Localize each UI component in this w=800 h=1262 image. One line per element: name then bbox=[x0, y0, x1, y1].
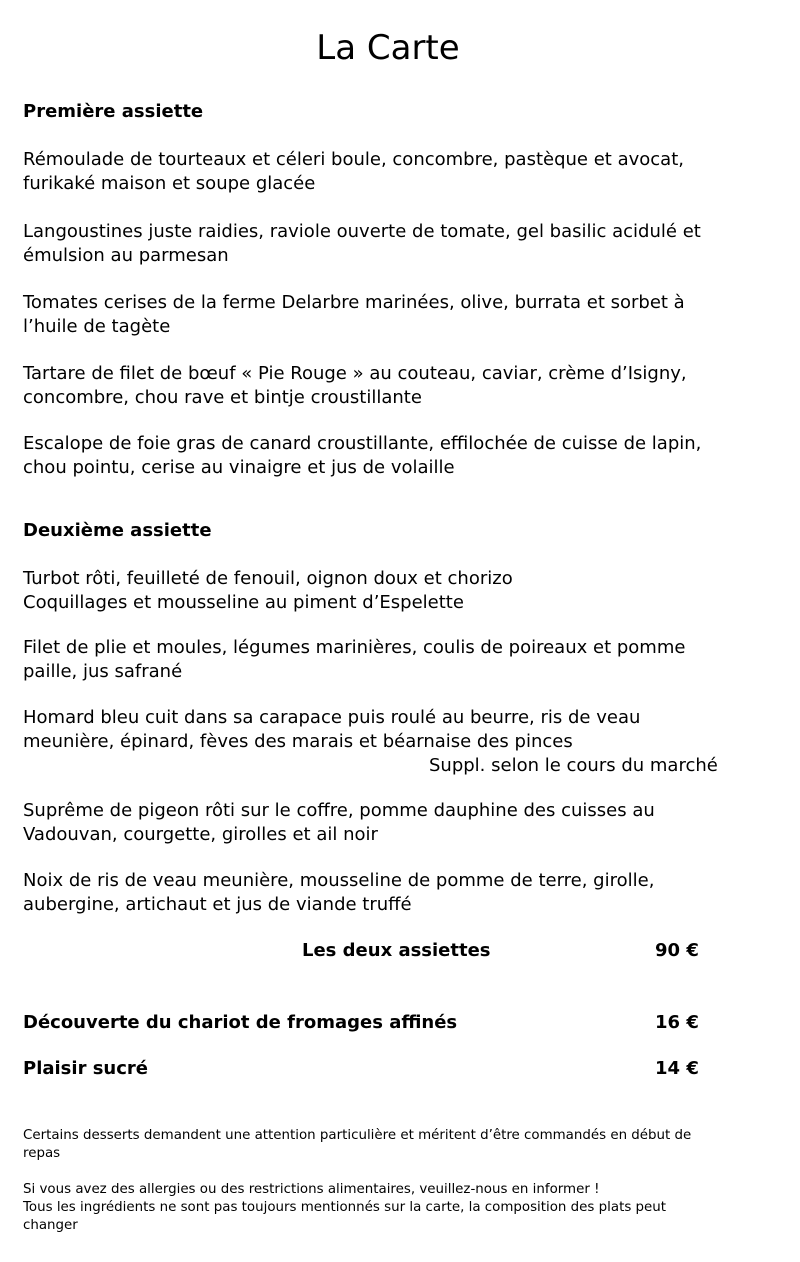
dish-line: meunière, épinard, fèves des marais et béarnaise des pinces bbox=[23, 731, 573, 752]
note-line: changer bbox=[23, 1218, 78, 1233]
dish-item bbox=[23, 567, 783, 615]
supplement-note: Suppl. selon le cours du marché bbox=[429, 755, 718, 776]
dish-item bbox=[23, 220, 783, 268]
dish-line: Escalope de foie gras de canard croustillante, effilochée de cuisse de lapin, bbox=[23, 433, 702, 454]
price-label-two-plates: Les deux assiettes bbox=[302, 940, 491, 961]
dish-line: Rémoulade de tourteaux et céleri boule, concombre, pastèque et avocat, bbox=[23, 149, 684, 170]
page-title: La Carte bbox=[316, 28, 460, 68]
dish-line: Noix de ris de veau meunière, mousseline de pomme de terre, girolle, bbox=[23, 870, 655, 891]
dish-line: Tomates cerises de la ferme Delarbre marinées, olive, burrata et sorbet à bbox=[23, 292, 685, 313]
dish-item bbox=[23, 706, 783, 754]
price-value-cheese: 16 € bbox=[655, 1012, 699, 1033]
dish-line: l’huile de tagète bbox=[23, 316, 171, 337]
section-heading-premiere: Première assiette bbox=[23, 101, 204, 122]
dish-line: aubergine, artichaut et jus de viande truffé bbox=[23, 894, 412, 915]
dish-line: furikaké maison et soupe glacée bbox=[23, 173, 316, 194]
dish-line: Vadouvan, courgette, girolles et ail noir bbox=[23, 824, 378, 845]
dish-line: paille, jus safrané bbox=[23, 661, 183, 682]
dish-line: Turbot rôti, feuilleté de fenouil, oignon doux et chorizo bbox=[23, 568, 513, 589]
desserts-note bbox=[23, 1127, 783, 1163]
price-label-cheese: Découverte du chariot de fromages affinés bbox=[23, 1012, 458, 1033]
dish-item bbox=[23, 148, 783, 196]
note-line: repas bbox=[23, 1146, 61, 1161]
dish-item bbox=[23, 432, 783, 480]
allergy-note bbox=[23, 1181, 783, 1235]
dish-line: chou pointu, cerise au vinaigre et jus de volaille bbox=[23, 457, 455, 478]
dish-item bbox=[23, 636, 783, 684]
price-value-two-plates: 90 € bbox=[655, 940, 699, 961]
price-value-dessert: 14 € bbox=[655, 1058, 699, 1079]
section-heading-deuxieme: Deuxième assiette bbox=[23, 520, 212, 541]
note-line: Si vous avez des allergies ou des restrictions alimentaires, veuillez-nous en informer ! bbox=[23, 1182, 600, 1197]
dish-line: Homard bleu cuit dans sa carapace puis roulé au beurre, ris de veau bbox=[23, 707, 641, 728]
dish-item bbox=[23, 799, 783, 847]
dish-line: Coquillages et mousseline au piment d’Espelette bbox=[23, 592, 464, 613]
price-label-dessert: Plaisir sucré bbox=[23, 1058, 148, 1079]
dish-line: émulsion au parmesan bbox=[23, 245, 229, 266]
dish-line: Langoustines juste raidies, raviole ouverte de tomate, gel basilic acidulé et bbox=[23, 221, 701, 242]
dish-line: Tartare de filet de bœuf « Pie Rouge » au couteau, caviar, crème d’Isigny, bbox=[23, 363, 687, 384]
dish-item bbox=[23, 362, 783, 410]
note-line: Certains desserts demandent une attention particulière et méritent d’être commandés en début de bbox=[23, 1128, 692, 1143]
note-line: Tous les ingrédients ne sont pas toujours mentionnés sur la carte, la composition des plats peut bbox=[23, 1200, 667, 1215]
dish-line: Filet de plie et moules, légumes marinières, coulis de poireaux et pomme bbox=[23, 637, 686, 658]
dish-line: Suprême de pigeon rôti sur le coffre, pomme dauphine des cuisses au bbox=[23, 800, 655, 821]
dish-item bbox=[23, 291, 783, 339]
dish-item bbox=[23, 869, 783, 917]
dish-line: concombre, chou rave et bintje croustillante bbox=[23, 387, 422, 408]
